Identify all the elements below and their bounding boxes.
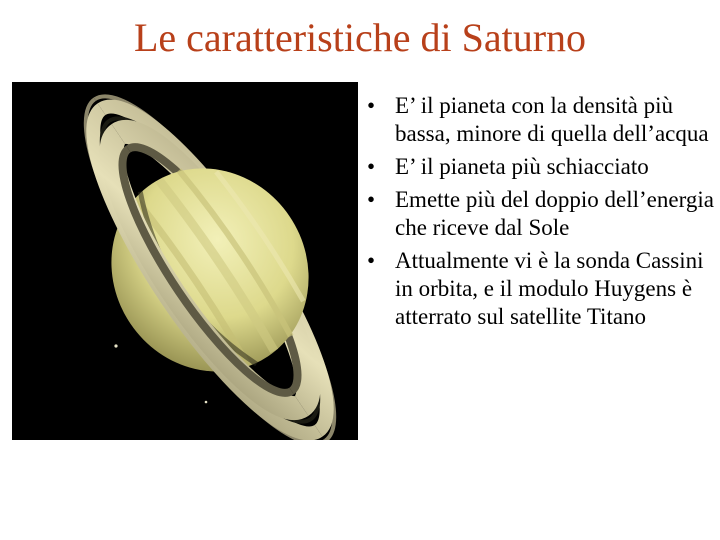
bullet-text: Attualmente vi è la sonda Cassini in orbita, e il modulo Huygens è atterrato sul satellite Titano [395, 248, 704, 329]
slide-title: Le caratteristiche di Saturno [133, 15, 587, 60]
moon-dot [114, 344, 117, 347]
bullet-text: Emette più del doppio dell’energia che riceve dal Sole [395, 187, 714, 240]
moon-dot [205, 401, 208, 404]
list-item [360, 186, 716, 242]
list-item [360, 247, 716, 331]
bullet-text: E’ il pianeta con la densità più bassa, minore di quella dell’acqua [395, 93, 709, 146]
saturn-image [12, 82, 358, 440]
list-item [360, 153, 716, 181]
bullet-text: E’ il pianeta più schiacciato [395, 154, 649, 179]
bullet-icon: • [367, 187, 376, 212]
list-item [360, 92, 716, 148]
bullet-icon: • [367, 93, 376, 118]
bullet-icon: • [367, 248, 376, 273]
bullet-icon: • [367, 154, 376, 179]
bullet-list [360, 92, 716, 336]
